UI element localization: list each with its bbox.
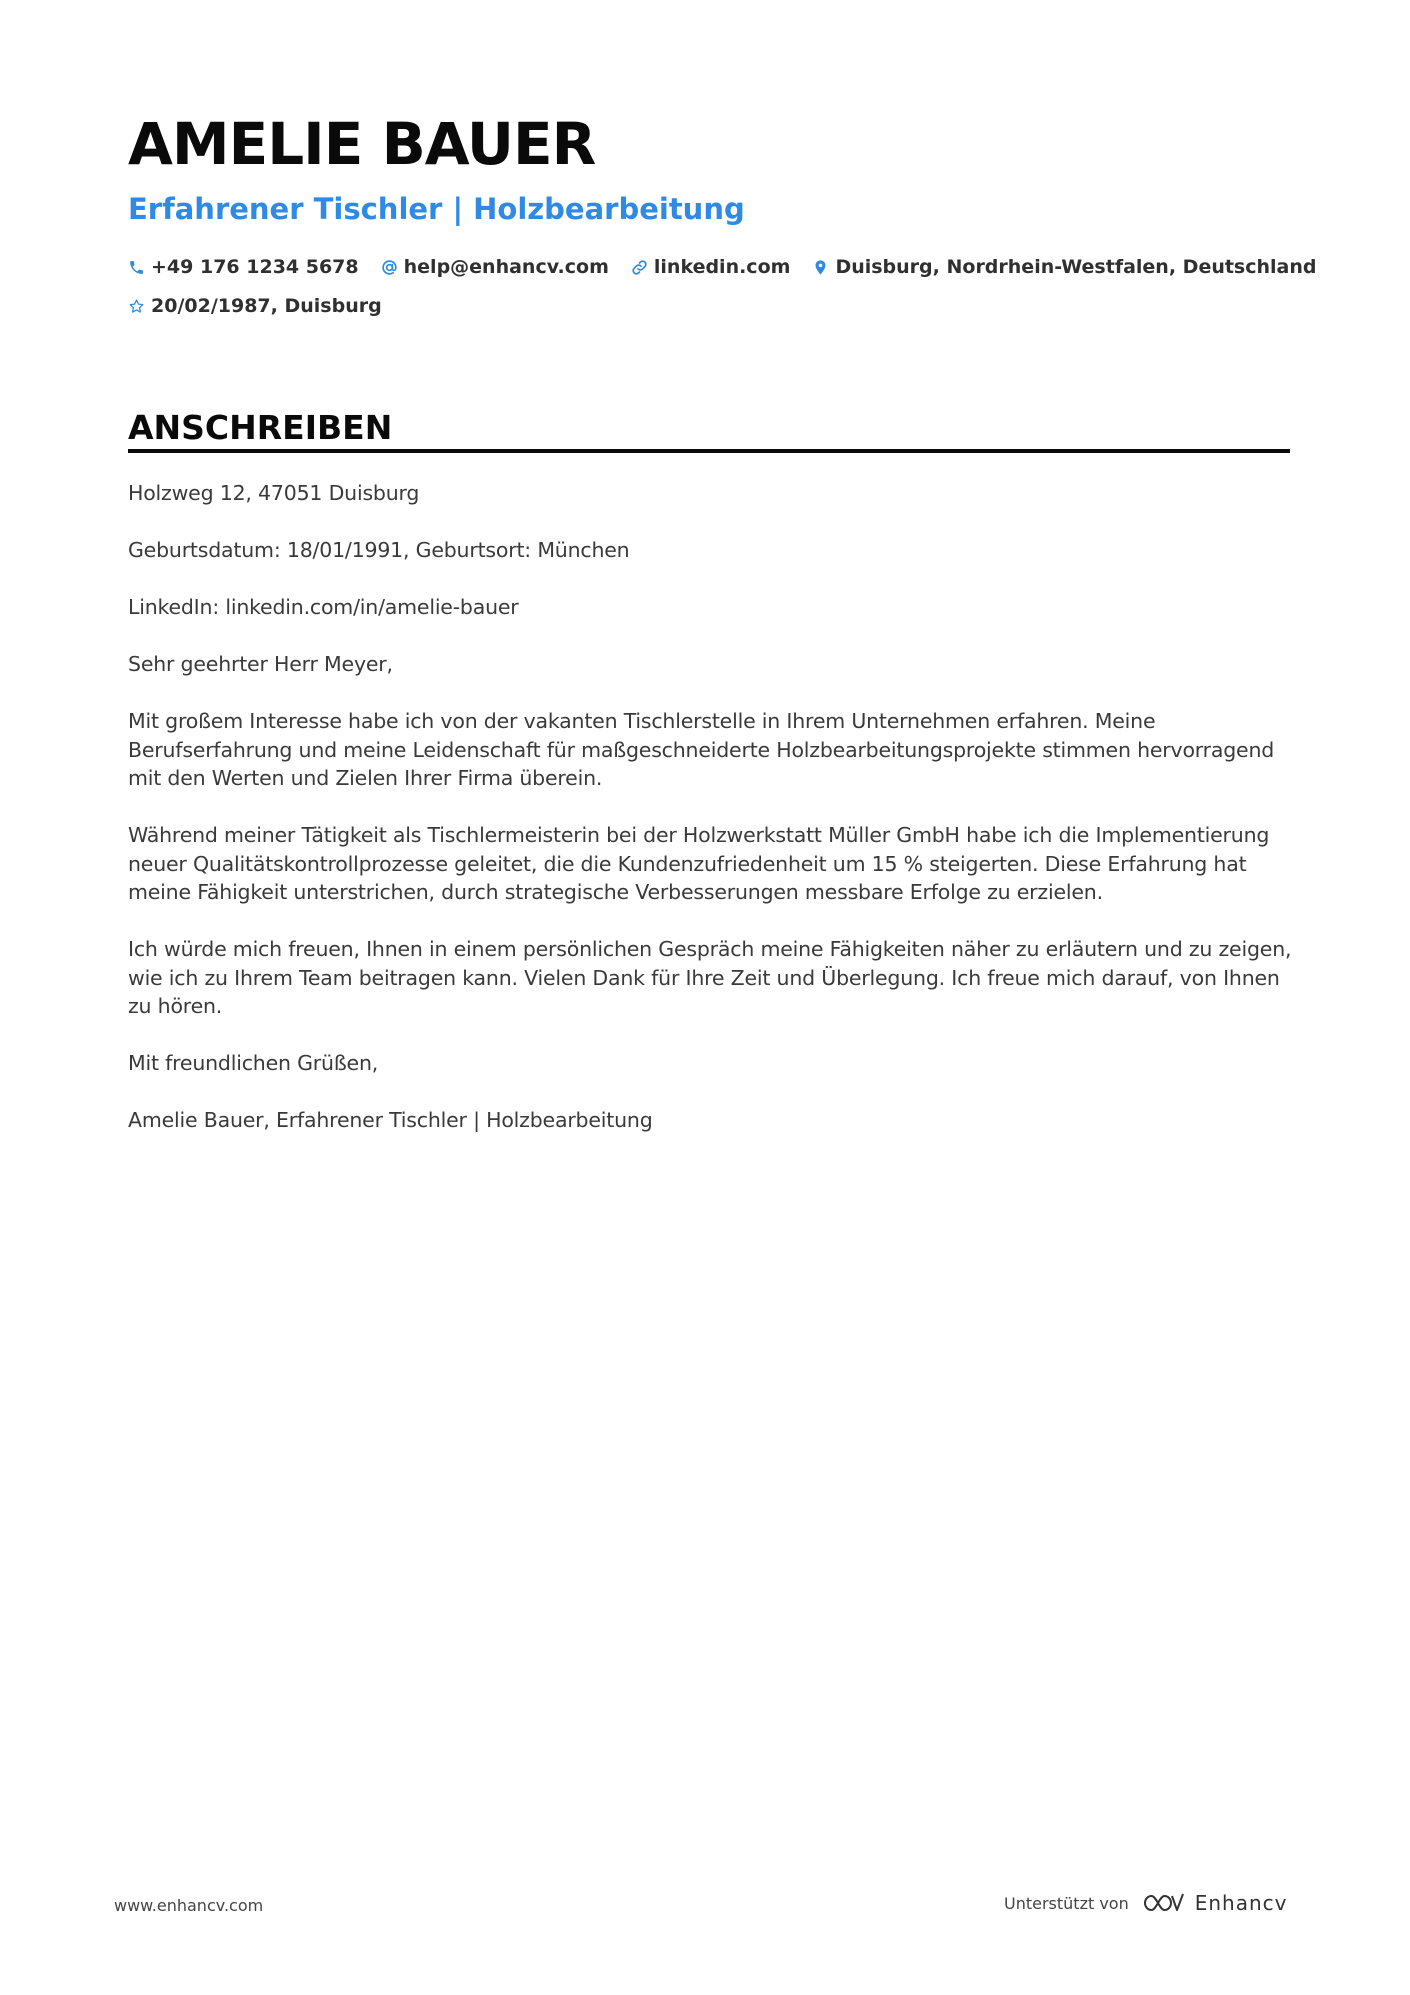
contact-row-1 [128,254,1339,280]
enhancv-logo-icon [1141,1890,1185,1916]
letter-birth-info: Geburtsdatum: 18/01/1991, Geburtsort: München [128,538,630,562]
letter-paragraph: Während meiner Tätigkeit als Tischlermeisterin bei der Holzwerkstatt Müller GmbH habe ich die Implementierung neuer Qualitätskontrollprozesse geleitet, die die Kundenzufriedenheit um 15 % steigerten. Diese Erfahrung hat meine Fähigkeit unterstrichen, durch strategische Verbesserungen messbare Erfolge zu erzielen. [128,823,1270,904]
contact-row-2 [128,293,404,319]
section-title: ANSCHREIBEN [128,408,393,447]
contact-email[interactable] [381,256,609,278]
contact-phone [128,256,359,278]
at-icon [381,259,398,276]
linkedin-text: linkedin.com [653,256,791,278]
birth-text: 20/02/1987, Duisburg [151,295,382,317]
location-pin-icon [812,259,829,276]
contact-linkedin[interactable] [631,256,791,278]
email-text: help@enhancv.com [403,256,609,278]
letter-address: Holzweg 12, 47051 Duisburg [128,481,420,505]
letter-paragraph: Ich würde mich freuen, Ihnen in einem persönlichen Gespräch meine Fähigkeiten näher zu erläutern und zu zeigen, wie ich zu Ihrem Team beitragen kann. Vielen Dank für Ihre Zeit und Überlegung. Ich freue mich darauf, von Ihnen zu hören. [128,937,1292,1018]
contact-birth [128,295,382,317]
link-icon [631,259,648,276]
powered-by-label: Unterstützt von [1004,1893,1129,1913]
letter-signature: Amelie Bauer, Erfahrener Tischler | Holzbearbeitung [128,1108,653,1132]
contact-location [812,256,1316,278]
phone-icon [128,259,145,276]
letter-paragraph: Mit großem Interesse habe ich von der vakanten Tischlerstelle in Ihrem Unternehmen erfahren. Meine Berufserfahrung und meine Leidenschaft für maßgeschneiderte Holzbearbeitungsprojekte stimmen hervorragend mit den Werten und Zielen Ihrer Firma überein. [128,709,1275,790]
phone-text: +49 176 1234 5678 [151,256,359,278]
brand-name: Enhancv [1194,1891,1288,1915]
star-icon [128,298,145,315]
letter-closing: Mit freundlichen Grüßen, [128,1051,379,1075]
footer-branding [1004,1886,1288,1920]
job-title: Erfahrener Tischler | Holzbearbeitung [128,192,745,226]
location-text: Duisburg, Nordrhein-Westfalen, Deutschland [835,256,1317,278]
section-divider [128,449,1290,453]
footer-website[interactable]: www.enhancv.com [114,1896,264,1915]
candidate-name: AMELIE BAUER [128,110,596,178]
letter-salutation: Sehr geehrter Herr Meyer, [128,652,393,676]
cover-letter-body [128,479,1308,1163]
letter-linkedin: LinkedIn: linkedin.com/in/amelie-bauer [128,595,519,619]
